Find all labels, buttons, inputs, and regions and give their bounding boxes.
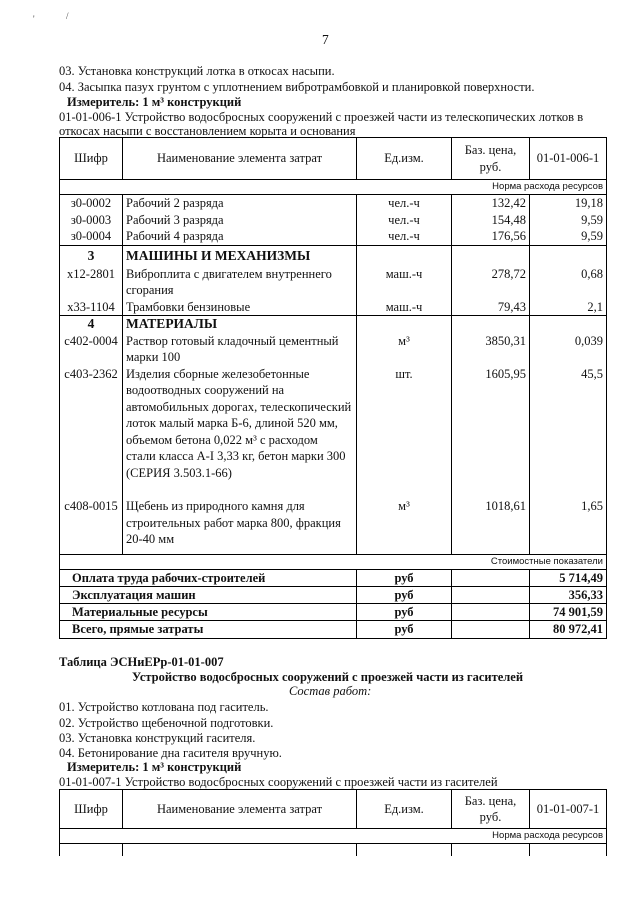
col-price	[452, 138, 530, 180]
composition-heading: Состав работ:	[289, 684, 372, 698]
table-cell: шт.	[357, 366, 452, 499]
cell-text: Изделия сборные железобетонные	[126, 366, 310, 381]
table-cell: 176,56	[452, 228, 530, 245]
total-row	[60, 569, 607, 586]
measure-unit: Измеритель: 1 м³ конструкций	[67, 95, 242, 109]
table-cell	[357, 316, 452, 333]
table-cell	[452, 586, 530, 603]
page-number: 7	[322, 32, 329, 47]
table-cell: руб	[357, 621, 452, 638]
table-cell: 0,68	[530, 266, 607, 299]
table-cell	[530, 844, 607, 856]
cell-text: сгорания	[126, 283, 174, 297]
cell-text: марки 100	[126, 350, 181, 364]
work-item: 01. Устройство котлована под гаситель.	[59, 700, 269, 714]
table-row	[60, 299, 607, 316]
table-row	[60, 844, 607, 856]
work-item: 04. Бетонирование дна гасителя вручную.	[59, 746, 282, 760]
table-cell	[357, 844, 452, 856]
table-cell: 2,1	[530, 299, 607, 316]
col-price	[452, 790, 530, 829]
col-name: Наименование элемента затрат	[123, 138, 357, 180]
table-cell: з0-0002	[60, 195, 123, 212]
table-cell	[123, 366, 357, 499]
col-code: Шифр	[60, 138, 123, 180]
table-cell: 9,59	[530, 212, 607, 229]
table-cell: м³	[357, 498, 452, 554]
table-cell: руб	[357, 604, 452, 621]
table-cell: 1018,61	[452, 498, 530, 554]
table-cell: 278,72	[452, 266, 530, 299]
cell-text: руб.	[479, 810, 502, 824]
norm-description: 01-01-006-1 Устройство водосбросных сооружений с проезжей части из телескопических лотков в	[59, 110, 584, 124]
resource-table	[59, 789, 607, 856]
norm-description: откосах насыпи с восстановлением корыта и основания	[59, 124, 356, 138]
cell-text: руб.	[479, 159, 502, 174]
cell-text: Раствор готовый кладочный цементный	[126, 333, 339, 348]
cell-text: водоотводных сооружений на	[126, 383, 285, 397]
table-cell: маш.-ч	[357, 299, 452, 316]
table-cell	[452, 844, 530, 856]
table-subtitle: Устройство водосбросных сооружений с проезжей части из гасителей	[132, 670, 524, 684]
table-cell: 0,039	[530, 333, 607, 366]
cell-text: (СЕРИЯ 3.503.1-66)	[126, 465, 232, 480]
table-cell	[530, 316, 607, 333]
table-cell	[452, 316, 530, 333]
cell-text: лоток малый марка Б-6, длиной 520 мм,	[126, 416, 338, 430]
table-row	[60, 228, 607, 245]
table-cell: 1605,95	[452, 366, 530, 499]
scan-mark: /	[66, 11, 69, 21]
cell-text: 20-40 мм	[126, 532, 175, 546]
table-cell: маш.-ч	[357, 266, 452, 299]
table-header	[60, 138, 607, 180]
work-item: 03. Установка конструкций гасителя.	[59, 731, 256, 745]
table-cell: 3	[60, 245, 123, 266]
norm-caption-row	[60, 180, 607, 195]
cost-caption: Стоимостные показатели	[60, 554, 607, 569]
table-cell	[452, 245, 530, 266]
work-item: 02. Устройство щебеночной подготовки.	[59, 716, 274, 730]
table-cell: с403-2362	[60, 366, 123, 499]
table-row	[60, 498, 607, 554]
table-cell: чел.-ч	[357, 212, 452, 229]
norm-description: 01-01-007-1 Устройство водосбросных сооружений с проезжей части из гасителей	[59, 775, 498, 789]
table-row	[60, 212, 607, 229]
table-cell	[123, 333, 357, 366]
table-cell: з0-0004	[60, 228, 123, 245]
table-cell: 154,48	[452, 212, 530, 229]
table-cell: 45,5	[530, 366, 607, 499]
norm-caption: Норма расхода ресурсов	[60, 829, 607, 844]
cell-text: строительных работ марка 800, фракция	[126, 515, 341, 530]
section-header-row	[60, 316, 607, 333]
col-norm: 01-01-007-1	[530, 790, 607, 829]
table-row	[60, 366, 607, 499]
table-cell: 9,59	[530, 228, 607, 245]
col-unit: Ед.изм.	[357, 790, 452, 829]
cell-text: Баз. цена,	[464, 793, 517, 808]
table-row	[60, 195, 607, 212]
table-cell	[123, 844, 357, 856]
total-row	[60, 586, 607, 603]
norm-caption: Норма расхода ресурсов	[60, 180, 607, 195]
total-row	[60, 621, 607, 638]
col-code: Шифр	[60, 790, 123, 829]
work-item: 04. Засыпка пазух грунтом с уплотнением вибротрамбовкой и планировкой поверхности.	[59, 80, 535, 94]
table-cell: руб	[357, 569, 452, 586]
table-cell: Эксплуатация машин	[60, 586, 357, 603]
table-cell: 80 972,41	[530, 621, 607, 638]
table-cell: Трамбовки бензиновые	[123, 299, 357, 316]
total-row	[60, 604, 607, 621]
cell-text: Щебень из природного камня для	[126, 499, 305, 513]
cell-text: Баз. цена,	[464, 143, 517, 157]
table-cell: Рабочий 3 разряда	[123, 212, 357, 229]
measure-unit: Измеритель: 1 м³ конструкций	[67, 760, 242, 774]
cost-caption-row	[60, 554, 607, 569]
resource-table	[59, 137, 607, 639]
table-cell: х12-2801	[60, 266, 123, 299]
section-title: МАТЕРИАЛЫ	[123, 316, 357, 333]
table-row	[60, 266, 607, 299]
table-cell	[357, 245, 452, 266]
table-cell: м³	[357, 333, 452, 366]
scan-mark: '	[33, 14, 35, 24]
table-cell: 74 901,59	[530, 604, 607, 621]
table-cell: 5 714,49	[530, 569, 607, 586]
table-cell: х33-1104	[60, 299, 123, 316]
table-cell: 1,65	[530, 498, 607, 554]
cell-text: стали класса А-I 3,33 кг, бетон марки 300	[126, 449, 346, 463]
cell-text: Виброплита с двигателем внутреннего	[126, 266, 332, 281]
table-cell	[123, 498, 357, 554]
table-cell	[123, 266, 357, 299]
table-cell: руб	[357, 586, 452, 603]
table-cell	[452, 621, 530, 638]
col-norm: 01-01-006-1	[530, 138, 607, 180]
table-cell: чел.-ч	[357, 195, 452, 212]
table-cell: 19,18	[530, 195, 607, 212]
work-item: 03. Установка конструкций лотка в откосах насыпи.	[59, 64, 335, 78]
table-cell: з0-0003	[60, 212, 123, 229]
table-cell	[452, 569, 530, 586]
cell-text: объемом бетона 0,022 м³ с расходом	[126, 432, 318, 447]
table-cell: Рабочий 4 разряда	[123, 228, 357, 245]
col-name: Наименование элемента затрат	[123, 790, 357, 829]
table-title: Таблица ЭСНиЕРр-01-01-007	[59, 655, 224, 669]
table-cell: чел.-ч	[357, 228, 452, 245]
table-cell: 132,42	[452, 195, 530, 212]
table-cell	[452, 604, 530, 621]
table-cell: 79,43	[452, 299, 530, 316]
table-cell: 3850,31	[452, 333, 530, 366]
table-cell: Рабочий 2 разряда	[123, 195, 357, 212]
col-unit: Ед.изм.	[357, 138, 452, 180]
table-cell: 4	[60, 316, 123, 333]
section-title: МАШИНЫ И МЕХАНИЗМЫ	[123, 245, 357, 266]
table-cell: Материальные ресурсы	[60, 604, 357, 621]
table-row	[60, 333, 607, 366]
section-header-row	[60, 245, 607, 266]
norm-caption-row	[60, 829, 607, 844]
table-cell: с408-0015	[60, 498, 123, 554]
table-cell: Оплата труда рабочих-строителей	[60, 569, 357, 586]
table-cell: Всего, прямые затраты	[60, 621, 357, 638]
table-cell	[530, 245, 607, 266]
table-header	[60, 790, 607, 829]
table-cell	[60, 844, 123, 856]
table-cell: с402-0004	[60, 333, 123, 366]
table-cell: 356,33	[530, 586, 607, 603]
cell-text: автомобильных дорогах, телескопический	[126, 399, 352, 414]
